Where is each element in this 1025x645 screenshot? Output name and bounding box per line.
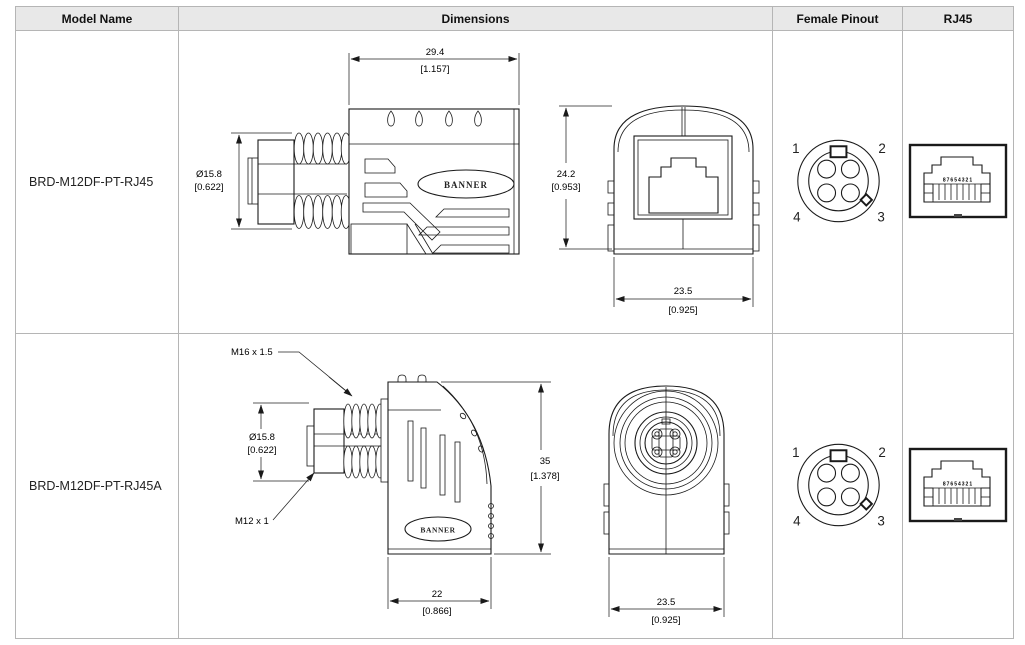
row2-dia-mm: Ø15.8 xyxy=(249,432,275,443)
row1-pinout-cell xyxy=(773,31,903,334)
row1-banner-logo: BANNER xyxy=(443,180,489,190)
header-female-pinout-label: Female Pinout xyxy=(796,11,879,26)
row1-dim-depth xyxy=(614,257,753,316)
row2-dimensions-cell xyxy=(179,334,773,638)
row1-model-name: BRD-M12DF-PT-RJ45 xyxy=(29,175,154,189)
row2-thread-bottom-label: M12 x 1 xyxy=(235,516,269,527)
row2-side-ribs xyxy=(604,484,729,534)
row1-side-ribs xyxy=(608,181,759,251)
rj45-pin-numbers: 87654321 xyxy=(942,481,974,488)
pin-2-label: 2 xyxy=(878,141,886,157)
row1-side-view-drawing xyxy=(248,109,519,254)
row2-banner-logo: BANNER xyxy=(420,525,456,535)
row2-front-mm: 23.5 xyxy=(656,597,676,608)
pin-2-label: 2 xyxy=(878,445,886,461)
row2-front-view-drawing xyxy=(604,386,729,554)
row2-rj45-cell xyxy=(903,334,1013,638)
keyway-notch xyxy=(831,146,847,157)
row1-dim-diameter xyxy=(194,133,292,229)
row1-dia-mm: Ø15.8 xyxy=(196,169,222,180)
row1-dia-in: [0.622] xyxy=(194,182,224,193)
pin-3-label: 3 xyxy=(877,209,885,225)
row1-model-cell xyxy=(16,31,179,334)
row2-dim-diameter xyxy=(247,403,309,481)
row1-female-pinout-icon xyxy=(773,117,902,247)
row1-rj45-jack-icon xyxy=(906,140,1010,224)
row2-width-mm: 22 xyxy=(431,589,443,600)
row2-thread-top-label: M16 x 1.5 xyxy=(231,347,273,358)
pin-4-label: 4 xyxy=(793,209,801,225)
row2-dia-in: [0.622] xyxy=(247,445,277,456)
row1-dim-height xyxy=(551,106,612,249)
header-rj45-label: RJ45 xyxy=(943,11,973,26)
row1-threads xyxy=(294,133,351,229)
row1-height-mm: 24.2 xyxy=(556,169,576,180)
row2-rj45-jack-icon xyxy=(906,444,1010,528)
row2-pinout-cell xyxy=(773,334,903,638)
row2-side-view-drawing xyxy=(307,375,494,554)
row2-dim-front-width xyxy=(609,557,724,626)
header-model-name xyxy=(16,7,179,31)
row2-threads xyxy=(344,404,384,478)
latch-mark xyxy=(954,518,962,521)
connector-spec-table xyxy=(15,6,1014,639)
row2-latch-1 xyxy=(398,375,406,382)
latch-mark xyxy=(954,214,962,217)
index-notch xyxy=(861,498,872,509)
row2-height-mm: 35 xyxy=(539,456,551,467)
header-rj45 xyxy=(903,7,1013,31)
pin-4-label: 4 xyxy=(793,513,801,529)
row2-front-in: [0.925] xyxy=(651,615,681,626)
row2-dimension-drawing xyxy=(179,334,773,638)
pin-1-label: 1 xyxy=(792,445,800,461)
pin-1-label: 1 xyxy=(792,141,800,157)
row1-rj45-cell xyxy=(903,31,1013,334)
row2-model-name: BRD-M12DF-PT-RJ45A xyxy=(29,479,162,493)
row2-latch-2 xyxy=(418,375,426,382)
row2-model-cell xyxy=(16,334,179,638)
index-notch xyxy=(861,194,872,205)
row2-dim-width xyxy=(388,557,491,617)
rj45-pins xyxy=(933,488,981,504)
row1-width-in: [1.157] xyxy=(420,64,450,75)
rj45-pins xyxy=(933,184,981,200)
row2-height-in: [1.378] xyxy=(530,471,560,482)
row1-dimensions-cell xyxy=(179,31,773,334)
row2-female-pinout-icon xyxy=(773,421,902,551)
row1-dim-width xyxy=(349,47,519,105)
header-female-pinout xyxy=(773,7,903,31)
row1-width-mm: 29.4 xyxy=(425,47,445,58)
row1-depth-mm: 23.5 xyxy=(673,286,693,297)
header-dimensions-label: Dimensions xyxy=(441,11,510,26)
row2-width-in: [0.866] xyxy=(422,606,452,617)
rj45-pin-numbers: 87654321 xyxy=(942,177,974,184)
row2-callout-m16 xyxy=(231,347,352,396)
row1-dimension-drawing xyxy=(179,31,773,334)
keyway-notch xyxy=(831,450,847,461)
row1-height-in: [0.953] xyxy=(551,182,581,193)
header-dimensions xyxy=(179,7,773,31)
header-model-name-label: Model Name xyxy=(61,11,133,26)
pin-3-label: 3 xyxy=(877,513,885,529)
row1-depth-in: [0.925] xyxy=(668,305,698,316)
row1-front-view-drawing xyxy=(608,106,759,254)
row1-rj45-opening xyxy=(649,158,718,213)
